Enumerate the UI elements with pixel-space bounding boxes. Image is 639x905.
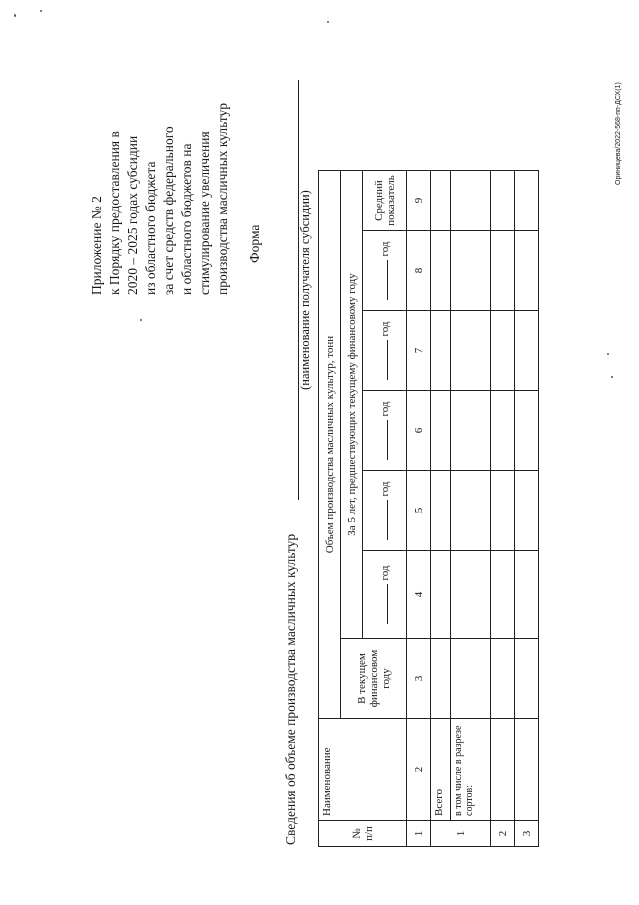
table-row xyxy=(451,171,491,847)
header-year-3: год xyxy=(363,391,407,471)
data-cell xyxy=(491,639,515,719)
data-cell xyxy=(515,171,539,231)
data-cell xyxy=(451,471,491,551)
col-number: 9 xyxy=(407,171,431,231)
col-number: 2 xyxy=(407,719,431,821)
col-number: 8 xyxy=(407,231,431,311)
row-number: 1 xyxy=(431,821,491,847)
header-prev-5-years: За 5 лет, предшествующих текущему финансовому году xyxy=(341,171,363,639)
data-cell xyxy=(491,171,515,231)
row-subtitle: в том числе в разрезе сортов: xyxy=(451,719,491,821)
appendix-header xyxy=(88,0,232,295)
table-row xyxy=(431,171,451,847)
table-row xyxy=(491,171,515,847)
document-title: Сведения об объеме производства масличных культур xyxy=(283,533,298,845)
header-no: № п/п xyxy=(319,821,407,847)
col-number: 4 xyxy=(407,551,431,639)
data-cell xyxy=(431,391,451,471)
column-number-row xyxy=(407,171,431,847)
data-cell xyxy=(491,311,515,391)
data-cell xyxy=(515,471,539,551)
appendix-line: из областного бюджета xyxy=(143,161,158,295)
header-year-2: год xyxy=(363,471,407,551)
data-cell xyxy=(451,171,491,231)
data-cell xyxy=(451,231,491,311)
scan-speck xyxy=(140,319,142,321)
data-cell xyxy=(515,551,539,639)
data-cell xyxy=(451,311,491,391)
appendix-line: 2020 – 2025 годах субсидии xyxy=(125,135,140,295)
col-number: 5 xyxy=(407,471,431,551)
data-cell xyxy=(491,231,515,311)
row-number: 2 xyxy=(491,821,515,847)
scan-speck xyxy=(14,14,16,17)
appendix-line: и областного бюджетов на xyxy=(179,143,194,295)
recipient-hint: (наименование получателя субсидии) xyxy=(298,190,312,390)
data-cell xyxy=(451,551,491,639)
data-cell xyxy=(515,391,539,471)
table-row xyxy=(515,171,539,847)
data-cell xyxy=(431,231,451,311)
appendix-line: производства масличных культур xyxy=(215,103,230,295)
scan-speck xyxy=(327,21,329,23)
header-year-1: год xyxy=(363,551,407,639)
row-name: Всего xyxy=(431,719,451,821)
row-number: 3 xyxy=(515,821,539,847)
appendix-line: за счет средств федерального xyxy=(161,126,176,295)
header-current-year: В текущем финансовом году xyxy=(341,639,407,719)
document-code: Ориницева/2022-568-пп-ДСХ(1) xyxy=(615,82,622,185)
data-cell xyxy=(515,231,539,311)
appendix-line: Приложение № 2 xyxy=(89,196,104,295)
header-average: Средний показатель xyxy=(363,171,407,231)
data-cell xyxy=(431,471,451,551)
appendix-line: к Порядку предоставления в xyxy=(107,131,122,295)
header-name: Наименование xyxy=(319,719,407,821)
col-number: 1 xyxy=(407,821,431,847)
scan-speck xyxy=(40,10,42,12)
data-cell xyxy=(491,471,515,551)
production-table xyxy=(318,170,539,847)
scan-speck xyxy=(607,353,609,355)
data-cell xyxy=(491,391,515,471)
data-cell xyxy=(431,639,451,719)
header-year-4: год xyxy=(363,311,407,391)
data-cell xyxy=(431,551,451,639)
data-cell xyxy=(515,639,539,719)
appendix-line: стимулирование увеличения xyxy=(197,131,212,295)
form-label: Форма xyxy=(247,224,262,263)
data-cell xyxy=(515,311,539,391)
data-cell xyxy=(431,311,451,391)
row-name xyxy=(515,719,539,821)
col-number: 3 xyxy=(407,639,431,719)
header-volume: Объем производства масличных культур, тонн xyxy=(319,171,341,719)
col-number: 7 xyxy=(407,311,431,391)
data-cell xyxy=(451,391,491,471)
data-cell xyxy=(491,551,515,639)
scan-speck xyxy=(611,376,613,378)
data-cell xyxy=(431,171,451,231)
row-name xyxy=(491,719,515,821)
header-year-5: год xyxy=(363,231,407,311)
data-cell xyxy=(451,639,491,719)
col-number: 6 xyxy=(407,391,431,471)
